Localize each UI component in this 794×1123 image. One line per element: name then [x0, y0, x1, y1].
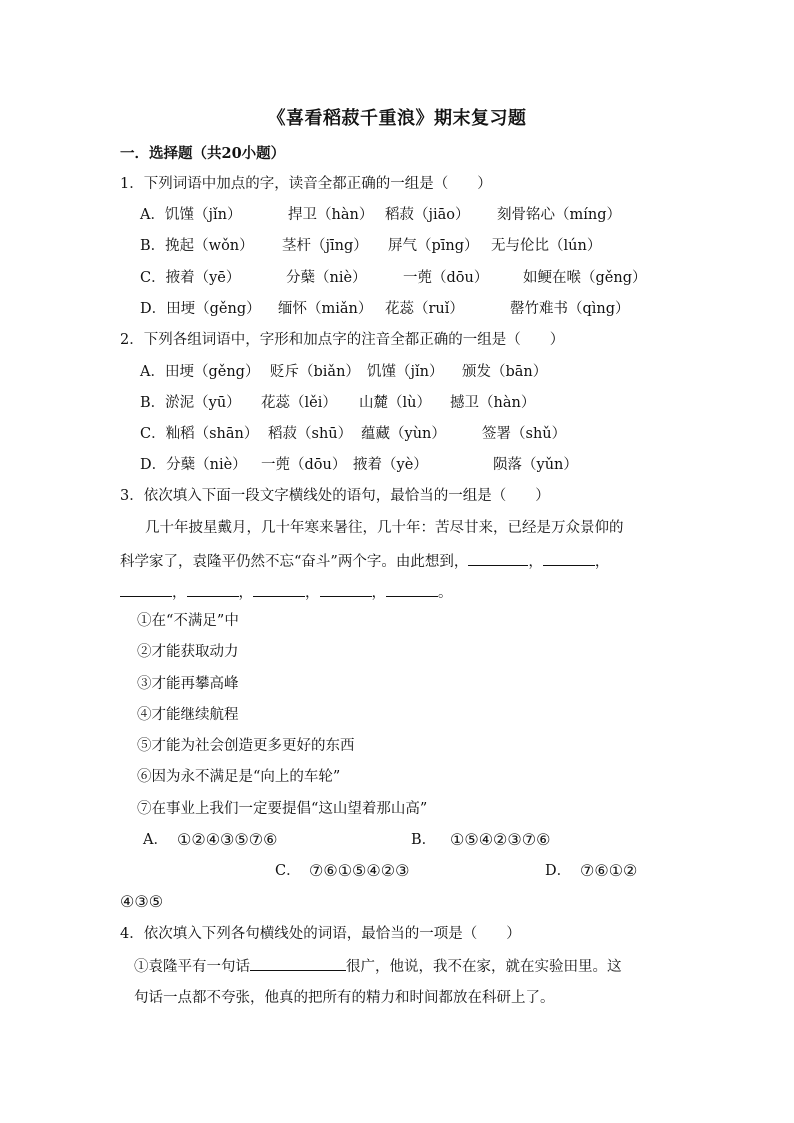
- answer-blank: [187, 582, 239, 597]
- option-word: 无与伦比（lún）: [491, 238, 602, 254]
- answer-blank: [320, 582, 372, 597]
- option-word: 签署（shǔ）: [482, 426, 567, 442]
- sentence-item: ④才能继续航程: [137, 707, 239, 723]
- option-word: 掖着（yè）: [353, 457, 428, 473]
- question-4-stem: 4．依次填入下列各句横线处的词语，最恰当的一项是（ ）: [120, 926, 521, 942]
- answer-blank: [468, 551, 528, 566]
- option-word: 山麓（lù）: [359, 395, 431, 411]
- option-word: 贬斥（biǎn）: [270, 364, 360, 380]
- question-3-option-b-label: B．: [411, 832, 437, 848]
- comma: ，: [238, 585, 253, 601]
- question-2-option-d: [140, 455, 578, 475]
- option-word: 茎杆（jīng）: [282, 238, 368, 254]
- option-word: 颁发（bān）: [462, 364, 548, 380]
- option-word: 一蔸（dōu）: [261, 457, 347, 473]
- question-2-option-a: [140, 362, 547, 382]
- answer-blank: [250, 956, 346, 971]
- option-word: D．田埂（gěng）: [140, 301, 261, 317]
- sentence-text: ①袁隆平有一句话: [134, 959, 250, 975]
- answer-blank: [543, 551, 595, 566]
- option-word: B．挽起（wǒn）: [140, 238, 254, 254]
- question-4-sentence-1: [134, 956, 622, 977]
- question-1-option-b: [140, 236, 601, 256]
- option-word: 罄竹难书（qìng）: [510, 301, 630, 317]
- question-3-option-d: ⑦⑥①②: [580, 861, 638, 880]
- comma: ，: [172, 585, 187, 601]
- sentence-item: ②才能获取动力: [137, 644, 239, 660]
- period: 。: [438, 585, 453, 601]
- option-word: C．籼稻（shān）: [140, 426, 259, 442]
- question-3-option-c-label: C．: [275, 863, 301, 879]
- question-3-option-d-continued: ④③⑤: [120, 892, 164, 911]
- option-word: 稻菽（shū）: [268, 426, 353, 442]
- option-word: C．掖着（yē）: [140, 270, 241, 286]
- option-word: B．淤泥（yū）: [140, 395, 241, 411]
- sentence-item: ⑤才能为社会创造更多更好的东西: [137, 738, 355, 754]
- question-3-stem: 3．依次填入下面一段文字横线处的语句，最恰当的一组是（ ）: [120, 488, 550, 504]
- sentence-text: 很广，他说，我不在家，就在实验田里。这: [346, 959, 622, 975]
- question-1-option-d: [140, 299, 630, 319]
- question-1-option-c: [140, 268, 646, 288]
- question-1-option-a: [140, 205, 621, 225]
- answer-blank: [386, 582, 438, 597]
- option-word: 花蕊（ruǐ）: [385, 301, 464, 317]
- option-word: 屏气（pīng）: [388, 238, 479, 254]
- option-word: 分蘖（niè）: [286, 270, 367, 286]
- paragraph-text: 科学家了，袁隆平仍然不忘“奋斗”两个字。由此想到，: [120, 554, 469, 570]
- question-3-paragraph-line-2: [120, 551, 609, 572]
- sentence-item: ⑦在事业上我们一定要提倡“这山望着那山高”: [137, 801, 428, 817]
- option-word: 如鲠在喉（gěng）: [523, 270, 647, 286]
- question-1-stem: 1．下列词语中加点的字，读音全都正确的一组是（ ）: [120, 176, 492, 192]
- comma: ，: [528, 554, 543, 570]
- option-word: 一蔸（dōu）: [403, 270, 489, 286]
- option-word: 稻菽（jiāo）: [385, 207, 470, 223]
- comma: ，: [305, 585, 320, 601]
- section-heading: 一．选择题（共20小题）: [120, 145, 286, 162]
- option-word: 饥馑（jǐn）: [367, 364, 444, 380]
- question-2-stem: 2．下列各组词语中，字形和加点字的注音全都正确的一组是（ ）: [120, 332, 565, 348]
- option-word: D．分蘖（niè）: [140, 457, 247, 473]
- option-word: A．饥馑（jǐn）: [140, 207, 242, 223]
- question-3-option-a: ①②④③⑤⑦⑥: [177, 830, 278, 849]
- page-title: 《喜看稻菽千重浪》期末复习题: [267, 108, 527, 129]
- question-4-sentence-1-continued: 句话一点都不夸张，他真的把所有的精力和时间都放在科研上了。: [134, 990, 555, 1006]
- answer-blank: [253, 582, 305, 597]
- question-3-option-d-label: D．: [545, 863, 572, 879]
- option-word: 刻骨铭心（míng）: [497, 207, 622, 223]
- question-3-option-b: ①⑤④②③⑦⑥: [450, 830, 551, 849]
- answer-blank: [120, 582, 172, 597]
- sentence-item: ①在“不满足”中: [137, 613, 239, 629]
- option-word: A．田埂（gěng）: [140, 364, 260, 380]
- option-word: 花蕊（lěi）: [261, 395, 337, 411]
- question-3-option-c: ⑦⑥①⑤④②③: [309, 861, 410, 880]
- option-word: 陨落（yǔn）: [493, 457, 578, 473]
- option-word: 蕴藏（yùn）: [361, 426, 446, 442]
- question-2-option-c: [140, 424, 566, 444]
- comma: ，: [371, 585, 386, 601]
- sentence-item: ⑥因为永不满足是“向上的车轮”: [137, 769, 341, 785]
- option-word: 撼卫（hàn）: [450, 395, 536, 411]
- question-2-option-b: [140, 393, 535, 413]
- comma: ，: [594, 554, 610, 570]
- question-3-option-a-label: A．: [143, 832, 168, 848]
- option-word: 缅怀（miǎn）: [278, 301, 373, 317]
- sentence-item: ③才能再攀高峰: [137, 676, 239, 692]
- option-word: 捍卫（hàn）: [288, 207, 374, 223]
- question-3-blanks-line: [120, 582, 453, 603]
- question-3-paragraph-line-1: 几十年披星戴月，几十年寒来暑往，几十年：苦尽甘来，已经是万众景仰的: [145, 520, 624, 536]
